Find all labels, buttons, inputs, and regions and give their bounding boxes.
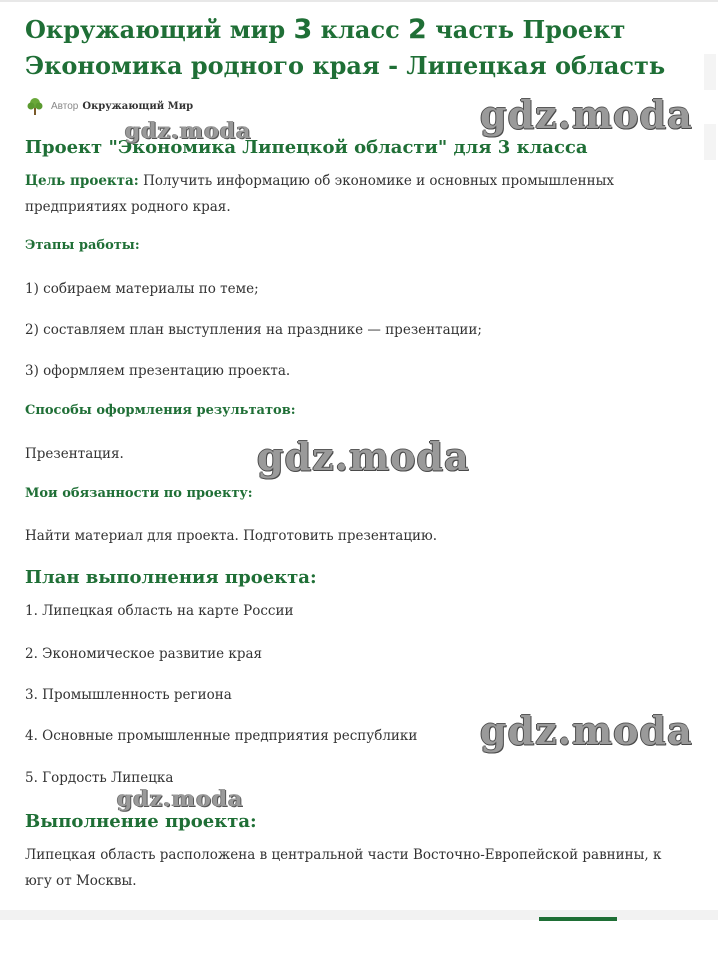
- author-label: Автор: [51, 100, 79, 112]
- goal-label: Цель проекта:: [25, 173, 139, 189]
- page-title: Окружающий мир 3 класс 2 часть Проект Экономика родного края - Липецкая область: [25, 14, 666, 80]
- stages-label: Этапы работы:: [25, 238, 140, 253]
- author-link[interactable]: Окружающий Мир: [82, 100, 194, 112]
- watermark: gdz.moda: [480, 92, 693, 137]
- exec-text: Липецкая область расположена в центральной части Восточно-Европейской равнины, к югу от Москвы.: [25, 847, 662, 889]
- stage-item: 2) составляем план выступления на празднике — презентации;: [25, 322, 482, 338]
- goal-text: Получить информацию об экономике и основных промышленных предприятиях родного края.: [25, 173, 614, 215]
- duties-text: Найти материал для проекта. Подготовить презентацию.: [25, 528, 438, 544]
- goal-paragraph: [25, 168, 685, 220]
- footer-accent: [539, 917, 617, 921]
- rail-block: [704, 124, 716, 160]
- stage-item: 1) собираем материалы по теме;: [25, 281, 259, 297]
- exec-title: Выполнение проекта:: [25, 811, 257, 832]
- methods-text: Презентация.: [25, 446, 124, 462]
- plan-item: 4. Основные промышленные предприятия республики: [25, 728, 418, 744]
- plan-item: 3. Промышленность региона: [25, 687, 232, 703]
- plan-item: 5. Гордость Липецка: [25, 770, 174, 786]
- rail-block: [704, 54, 716, 90]
- plan-item: 2. Экономическое развитие края: [25, 646, 263, 662]
- top-divider: [0, 0, 718, 2]
- author-line: [25, 96, 193, 116]
- duties-label: Мои обязанности по проекту:: [25, 486, 253, 501]
- watermark: gdz.moda: [480, 708, 693, 753]
- plan-item: 1. Липецкая область на карте России: [25, 603, 294, 619]
- methods-label: Способы оформления результатов:: [25, 403, 296, 418]
- tree-icon: [25, 96, 45, 116]
- watermark: gdz.moda: [125, 118, 252, 144]
- watermark: gdz.moda: [257, 434, 470, 479]
- watermark: gdz.moda: [117, 786, 244, 812]
- stage-item: 3) оформляем презентацию проекта.: [25, 363, 291, 379]
- section-title: Проект "Экономика Липецкой области" для 3 класса: [25, 137, 588, 158]
- plan-title: План выполнения проекта:: [25, 567, 317, 588]
